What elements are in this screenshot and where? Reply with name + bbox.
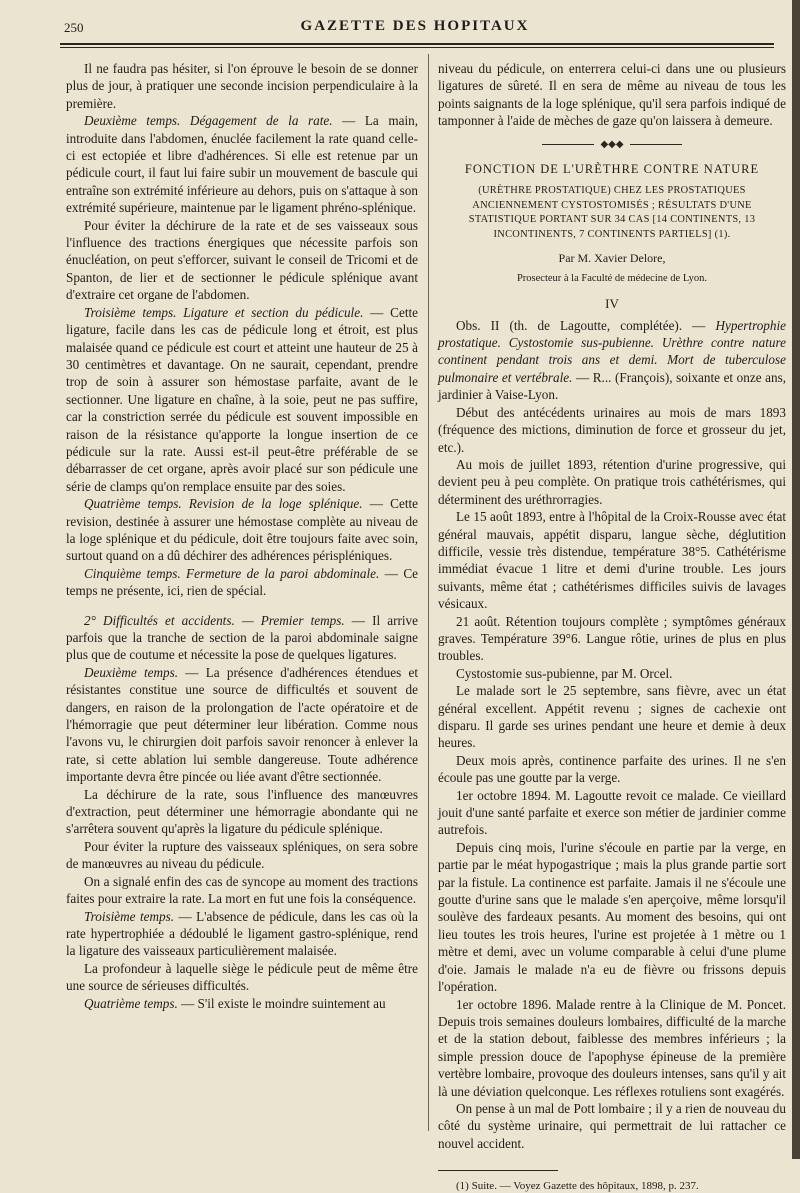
body-paragraph: On a signalé enfin des cas de syncope au moment des tractions faites pour extraire la rate. La mort en fut une fois la conséquence.: [66, 873, 418, 907]
italic-lead: 2° Difficultés et accidents. — Premier temps.: [84, 612, 345, 628]
italic-lead: Deuxième temps.: [84, 664, 179, 680]
observation-body: [438, 404, 786, 1152]
page-edge: [792, 0, 800, 1159]
body-paragraph: Il ne faudra pas hésiter, si l'on éprouve le besoin de se donner plus de jour, à pratiquer une seconde incision perpendiculaire à la première.: [66, 61, 418, 111]
italic-lead: Quatrième temps.: [84, 995, 178, 1011]
observation-paragraph: On pense à un mal de Pott lombaire ; il y a rien de nouveau du côté du système urinaire, qui permettrait de lui rattacher ce nouvel accident.: [438, 1100, 786, 1151]
affiliation: Prosecteur à la Faculté de médecine de Lyon.: [516, 272, 708, 284]
byline: Par M. Xavier Delore,: [558, 251, 666, 266]
body-paragraph: 2° Difficultés et accidents. — Premier temps. — Il arrive parfois que la tranche de section de la paroi abdominale saigne plus que de coutume et nécessite la pose de quelques ligatures.: [66, 612, 419, 663]
article-subtitle: (URÈTHRE PROSTATIQUE) CHEZ LES PROSTATIQUES ANCIENNEMENT CYSTOSTOMISÉS ; RÉSULTATS D'UNE STATISTIQUE PORTANT SUR 34 CAS [14 CONTINENTS, 13 INCONTINENTS, 7 CONTINENTS PARTIELS] (1).: [468, 185, 756, 240]
section-separator: ◆◆◆: [438, 136, 786, 153]
right-column: [438, 60, 786, 1193]
observation-paragraph: 1er octobre 1894. M. Lagoutte revoit ce malade. Ce vieillard jouit d'une santé parfaite et exerce son métier de jardinier comme autrefois.: [438, 787, 786, 838]
observation-paragraph: Le 15 août 1893, entre à l'hôpital de la Croix-Rousse avec état général mauvais, appétit disparu, langue sèche, déglutition difficile, vessie très distendue, température 38°5. Cathétérisme immédiat évacue 1 litre et demi d'urine trouble. Les jours suivants, même état ; cathétérismes difficiles suivis de lavages vésicaux.: [438, 509, 786, 612]
footnote: (1) Suite. — Voyez Gazette des hôpitaux, 1898, p. 237.: [456, 1180, 699, 1193]
observation-paragraph: Deux mois après, continence parfaite des urines. Il ne s'en écoule pas une goutte par la verge.: [438, 752, 786, 786]
body-paragraph: Deuxième temps. — La présence d'adhérences étendues et résistantes constitue une source de difficultés et souvent de dangers, en raison de la prolongation de l'acte opératoire et de l'hémorragie que peut déterminer leur libération. Comme nous l'avons vu, le chirurgien doit parfois savoir renoncer à enlever la rate, si cette ablation lui semble dangereuse. Toute adhérence importante devra être pincée ou liée avant d'être sectionnée.: [66, 664, 419, 785]
continuation-paragraph: niveau du pédicule, on enterrera celui-ci dans une ou plusieurs ligatures de sûreté. Il en sera de même au niveau de tous les points saignants de la loge splénique, qu'il sera parfois indiqué de tamponner à l'aide de mèches de gaze qu'on laissera à demeure.: [438, 61, 786, 129]
observation-paragraph: 21 août. Rétention toujours complète ; symptômes généraux graves. Température 39°6. Langue rôtie, urines de plus en plus troubles.: [438, 613, 786, 664]
journal-name: GAZETTE DES HOPITAUX: [300, 18, 530, 34]
left-column: [66, 60, 418, 1012]
body-paragraph: Troisième temps. — L'absence de pédicule, dans les cas où la rate hypertrophiée a dédoublé le ligament gastro-splénique, rend la ligature des vaisseaux particulièrement malaisée.: [66, 908, 418, 959]
observation-patient: — R... (François), soixante et onze ans, jardinier à Vaise-Lyon.: [438, 369, 786, 403]
observation-paragraph: Le malade sort le 25 septembre, sans fièvre, avec un état général excellent. Appétit revenu ; signes de cachexie ont disparu. Il garde ses urines pendant une heure et demie à deux heures.: [438, 683, 786, 751]
header-rule: [60, 43, 774, 45]
body-paragraph: La déchirure de la rate, sous l'influence des manœuvres d'extraction, peut déterminer une hémorragie abondante qui ne s'arrêtera souvent qu'après la ligature du pédicule splénique.: [66, 786, 418, 837]
italic-lead: Cinquième temps. Fermeture de la paroi abdominale.: [84, 565, 380, 581]
observation-lead: Obs. II (th. de Lagoutte, complétée). —: [456, 317, 706, 333]
body-paragraph: Quatrième temps. Revision de la loge splénique. — Cette revision, destinée à assurer une hémostase complète au niveau de la loge splénique et du pédicule, doit être toujours faite avec soin, surtout quand on a dû déchirer des adhérences périspléniques.: [66, 496, 418, 564]
page-number: 250: [64, 20, 84, 35]
italic-lead: Troisième temps.: [84, 908, 175, 924]
italic-lead: Quatrième temps. Revision de la loge splénique.: [84, 496, 363, 512]
column-divider: [428, 54, 429, 1131]
body-paragraph: Troisième temps. Ligature et section du pédicule. — Cette ligature, facile dans les cas de pédicule long et étroit, est plus malaisée quand ce pédicule est court et atteint une hauteur de 25 à 30 centimètres et davantage. On ne saurait, cependant, prendre trop de soin à assurer son hémostase parfaite, avant de le sectionner. Une ligature en chaîne, à la soie, peut ne pas suffire, car la constriction serrée du pédicule est souvent impossible en raison de la résistance qu'apporte la longue insertion de ce pédicule sur la rate. Aussi est-il peut-être préférable de se débarrasser de cet organe, après avoir placé sur son pédicule une série de clamps qu'on remplace ensuite par des soies.: [66, 304, 418, 494]
observation-paragraph: Début des antécédents urinaires au mois de mars 1893 (fréquence des mictions, diminution de force et grosseur du jet, etc.).: [438, 404, 786, 455]
body-paragraph: Pour éviter la déchirure de la rate et de ses vaisseaux sous l'influence des tractions énergiques que nécessite parfois son énucléation, on peut s'efforcer, suivant le conseil de Tricomi et de Spanton, de lier et de sectionner le pédicule splénique avant d'extraire cet organe de l'abdomen.: [66, 217, 418, 303]
section-number: IV: [605, 296, 619, 312]
italic-lead: Deuxième temps. Dégagement de la rate.: [84, 113, 333, 129]
observation-paragraph: Depuis cinq mois, l'urine s'écoule en partie par la verge, en partie par le méat hypogastrique ; mais la plus grande partie sort par la fistule. La continence est parfaite. Jamais il ne s'écoule une goutte d'urine sans que le malade s'en aperçoive, même lorsqu'il soulève des fardeaux pesants. Au moment des besoins, qui ont lieu toutes les trois heures, l'urine est projetée à 1 mètre ou 1 mètre et demi, avec un volume comparable à celui d'une plume d'oie. Jamais le malade n'a eu de fièvre ou frissons depuis l'opération.: [438, 839, 786, 995]
footnote-rule: [438, 1170, 558, 1171]
body-paragraph: La profondeur à laquelle siège le pédicule peut de même être une source de sérieuses difficultés.: [66, 960, 418, 994]
observation-title: Hypertrophie prostatique. Cystostomie sus-pubienne. Urèthre contre nature continent pendant trois ans et demi. Mort de tuberculose pulmonaire et vertébrale.: [438, 317, 787, 385]
header-rule-thin: [60, 47, 774, 48]
observation-paragraph: Cystostomie sus-pubienne, par M. Orcel.: [456, 665, 673, 681]
observation-paragraph: 1er octobre 1896. Malade rentre à la Clinique de M. Poncet. Depuis trois semaines douleurs lombaires, difficulté de la marche et de la station debout, faiblesse des membres inférieurs ; la simple pression douce de l'apophyse épineuse de la première vertèbre lombaire, provoque des douleurs intenses, sans qu'il y ait là une déviation quelconque. Les réflexes rotuliens sont exagérés.: [438, 996, 786, 1099]
article-title: FONCTION DE L'URÈTHRE CONTRE NATURE: [464, 162, 760, 177]
body-paragraph: Deuxième temps. Dégagement de la rate. — La main, introduite dans l'abdomen, énuclée facilement la rate quand celle-ci est ectopiée et libre d'adhérences. Si elle est retenue par un pédicule court, il faut lui faire subir un mouvement de bascule qui entraîne son extrémité inférieure au dehors, puis on s'attaque à son extrémité supérieure, maintenue par le ligament phréno-splénique.: [66, 113, 419, 216]
paragraph-gap: [66, 600, 418, 612]
running-head: [60, 18, 770, 40]
body-paragraph: Cinquième temps. Fermeture de la paroi abdominale. — Ce temps ne présente, ici, rien de spécial.: [66, 565, 418, 599]
observation-heading: [438, 317, 786, 404]
observation-paragraph: Au mois de juillet 1893, rétention d'urine progressive, qui devient peu à peu complète. On pratique trois cathétérismes, qui déterminent des uréthrorragies.: [438, 456, 786, 507]
body-paragraph: Quatrième temps. — S'il existe le moindre suintement au: [84, 995, 386, 1011]
body-paragraph: Pour éviter la rupture des vaisseaux spléniques, on sera sobre de manœuvres au niveau du pédicule.: [66, 838, 418, 872]
italic-lead: Troisième temps. Ligature et section du pédicule.: [84, 304, 364, 320]
